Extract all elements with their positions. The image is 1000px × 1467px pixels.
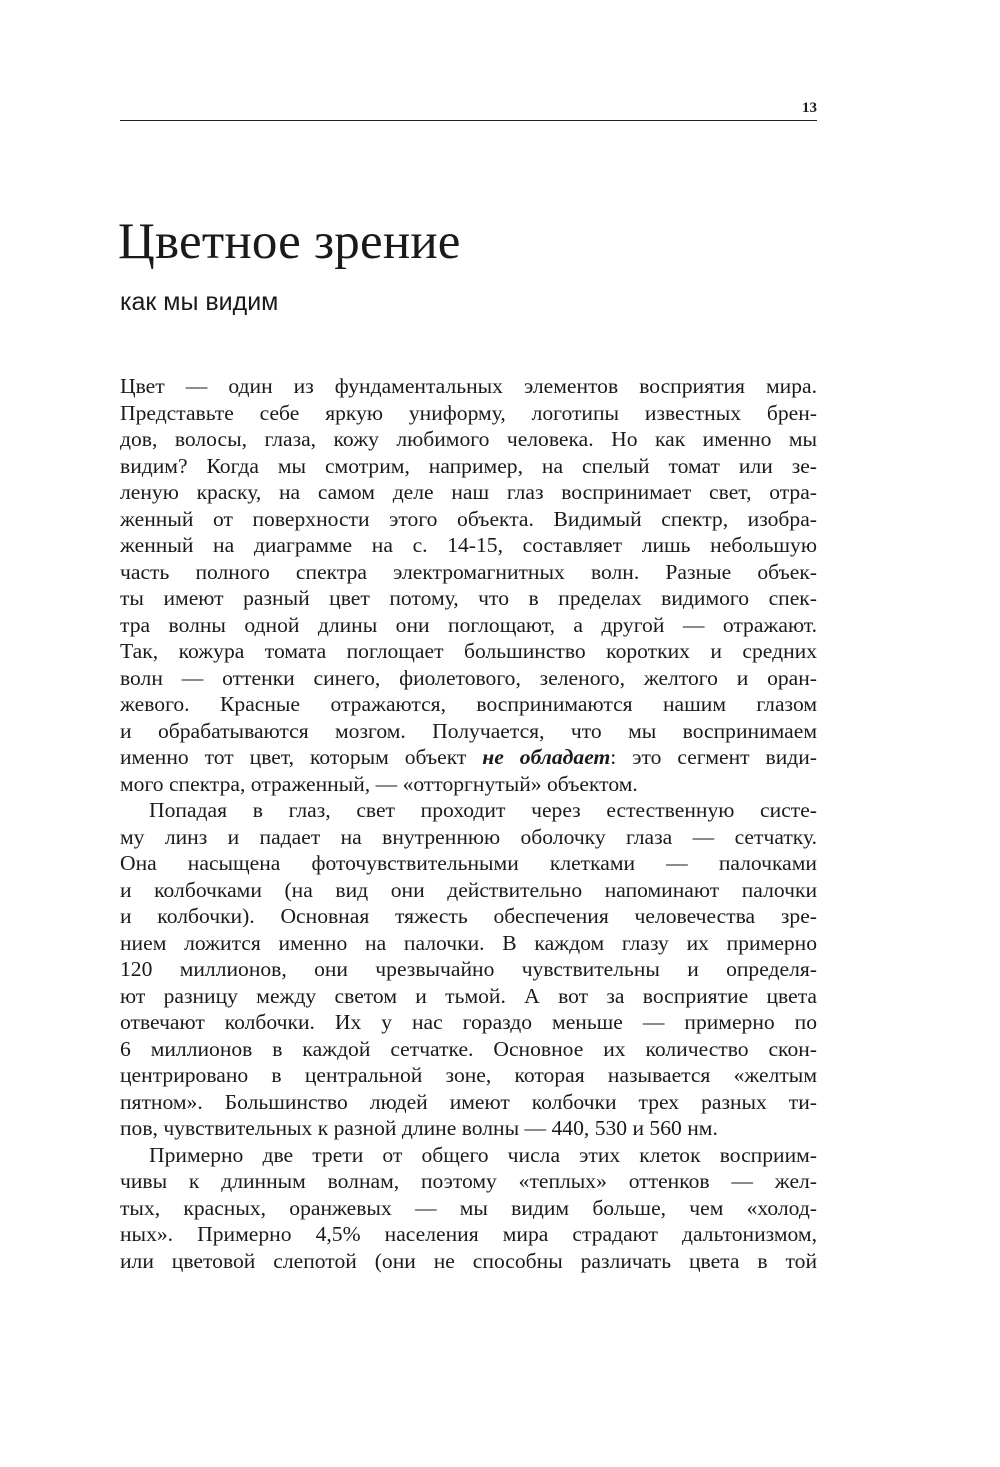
chapter-title: Цветное зрение [118, 214, 461, 270]
text-line: или цветовой слепотой (они не способны различать цвета в той [120, 1248, 817, 1273]
text-line: тра волны одной длины они поглощают, а другой — отражают. [120, 612, 817, 637]
text-line: пов, чувствительных к разной длине волны — 440, 530 и 560 нм. [120, 1116, 718, 1140]
header-rule [120, 120, 817, 121]
chapter-subtitle: как мы видим [120, 288, 279, 316]
text-line: мого спектра, отраженный, — «отторгнутый» объектом. [120, 771, 638, 796]
text-line: отвечают колбочки. Их у нас гораздо меньше — примерно по [120, 1010, 817, 1034]
text-line: видим? Когда мы смотрим, например, на спелый томат или зе- [120, 453, 817, 478]
text-line: Попадая в глаз, свет проходит через естественную систе- [149, 798, 817, 822]
text-line: и обрабатываются мозгом. Получается, что мы воспринимаем [120, 718, 817, 743]
text-line: 6 миллионов в каждой сетчатке. Основное их количество скон- [120, 1036, 817, 1061]
body-text [120, 373, 817, 1274]
paragraph-1 [120, 373, 817, 797]
text-line: ты имеют разный цвет потому, что в пределах видимого спек- [120, 586, 817, 610]
text-line: чивы к длинным волнам, поэтому «теплых» оттенков — жел- [120, 1169, 817, 1193]
text-line: волн — оттенки синего, фиолетового, зеленого, желтого и оран- [120, 665, 817, 690]
text-line: тых, красных, оранжевых — мы видим больше, чем «холод- [120, 1195, 817, 1220]
text-line: центрировано в центральной зоне, которая называется «желтым [120, 1063, 817, 1087]
text-line: часть полного спектра электромагнитных волн. Разные объек- [120, 559, 817, 584]
text-line: женный от поверхности этого объекта. Видимый спектр, изобра- [120, 506, 817, 531]
text-line: женный на диаграмме на с. 14-15, составляет лишь небольшую [120, 533, 817, 557]
text-line: пятном». Большинство людей имеют колбочки трех разных ти- [120, 1089, 817, 1114]
text-line: жевого. Красные отражаются, воспринимаются нашим глазом [120, 692, 817, 716]
text-line: нием ложится именно на палочки. В каждом глазу их примерно [120, 930, 817, 955]
text-line: Так, кожура томата поглощает большинство коротких и средних [120, 639, 817, 663]
text-line: ных». Примерно 4,5% населения мира страдают дальтонизмом, [120, 1222, 817, 1246]
text-line: леную краску, на самом деле наш глаз воспринимает свет, отра- [120, 480, 817, 504]
text-line: 120 миллионов, они чрезвычайно чувствительны и определя- [120, 957, 817, 981]
text-line: Цвет — один из фундаментальных элементов восприятия мира. [120, 374, 817, 398]
text-line: дов, волосы, глаза, кожу любимого человека. Но как именно мы [120, 427, 817, 451]
paragraph-3 [120, 1142, 817, 1275]
text-line: ют разницу между светом и тьмой. А вот за восприятие цвета [120, 983, 817, 1008]
text-line: Представьте себе яркую униформу, логотипы известных брен- [120, 400, 817, 425]
paragraph-2 [120, 797, 817, 1142]
text-line-with-emphasis [120, 744, 817, 771]
text-line: и колбочки). Основная тяжесть обеспечения человечества зре- [120, 904, 817, 928]
text-fragment: : это сегмент види- [610, 745, 817, 769]
text-line: му линз и падает на внутреннюю оболочку глаза — сетчатку. [120, 824, 817, 849]
text-line: Примерно две трети от общего числа этих клеток восприим- [149, 1142, 817, 1167]
page-number: 13 [802, 100, 817, 116]
emphasis-text: не обладает [482, 745, 611, 769]
text-line: и колбочками (на вид они действительно напоминают палочки [120, 877, 817, 902]
text-fragment: именно тот цвет, которым объект [120, 745, 483, 769]
text-line: Она насыщена фоточувствительными клетками — палочками [120, 851, 817, 875]
